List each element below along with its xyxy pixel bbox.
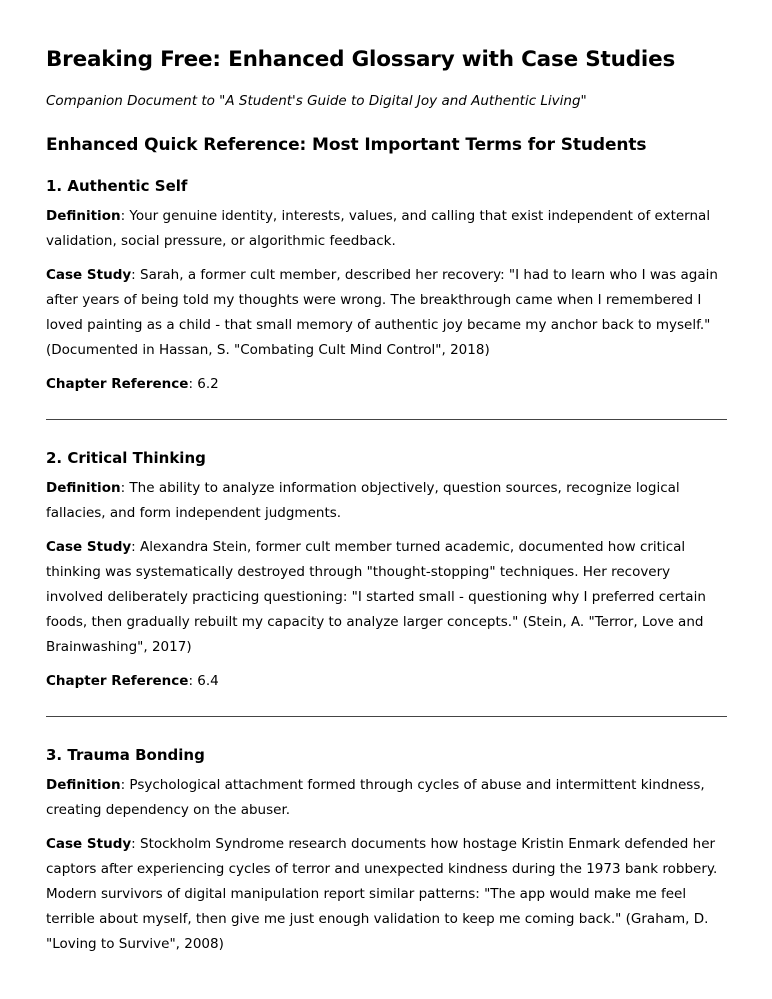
case-study-text: : Stockholm Syndrome research documents how hostage Kristin Enmark defended her captors after experiencing cycles of terror and unexpected kindness during the 1973 bank robbery. Modern survivors of digital manipulation report similar patterns: "The app would make me feel terrible about myself, then give me just enough validation to keep me coming back." (Graham, D. "Loving to Survive", 2008) — [46, 836, 718, 952]
term-heading: 3. Trauma Bonding — [46, 746, 205, 764]
chapter-reference-label: Chapter Reference — [46, 673, 189, 689]
divider — [46, 716, 727, 717]
term-heading: 2. Critical Thinking — [46, 449, 206, 467]
chapter-reference-text: : 6.2 — [188, 376, 219, 392]
term-case-study — [46, 535, 727, 660]
case-study-label: Case Study — [46, 836, 132, 852]
glossary-term — [46, 744, 727, 957]
chapter-reference-text: : 6.4 — [188, 673, 219, 689]
definition-label: Definition — [46, 480, 121, 496]
glossary-term — [46, 175, 727, 420]
term-chapter-reference — [46, 372, 727, 397]
case-study-text: : Sarah, a former cult member, described her recovery: "I had to learn who I was again after years of being told my thoughts were wrong. The breakthrough came when I remembered I loved painting as a child - that small memory of authentic joy became my anchor back to myself." (Documented in Hassan, S. "Combating Cult Mind Control", 2018) — [46, 267, 718, 358]
section-heading: Enhanced Quick Reference: Most Important Terms for Students — [46, 135, 647, 155]
term-chapter-reference — [46, 669, 727, 694]
chapter-reference-label: Chapter Reference — [46, 376, 189, 392]
term-case-study — [46, 263, 727, 363]
definition-label: Definition — [46, 777, 121, 793]
case-study-text: : Alexandra Stein, former cult member turned academic, documented how critical thinking was systematically destroyed through "thought-stopping" techniques. Her recovery involved deliberately practicing questioning: "I started small - questioning why I preferred certain foods, then gradually rebuilt my capacity to analyze larger concepts." (Stein, A. "Terror, Love and Brainwashing", 2017) — [46, 539, 706, 655]
document-subtitle: Companion Document to "A Student's Guide to Digital Joy and Authentic Living" — [46, 93, 587, 109]
document-title: Breaking Free: Enhanced Glossary with Case Studies — [46, 47, 676, 72]
term-definition — [46, 773, 727, 823]
definition-label: Definition — [46, 208, 121, 224]
case-study-label: Case Study — [46, 267, 132, 283]
definition-text: : Your genuine identity, interests, values, and calling that exist independent of external validation, social pressure, or algorithmic feedback. — [46, 208, 711, 249]
case-study-label: Case Study — [46, 539, 132, 555]
term-heading: 1. Authentic Self — [46, 177, 188, 195]
term-definition — [46, 476, 727, 526]
definition-text: : Psychological attachment formed through cycles of abuse and intermittent kindness, creating dependency on the abuser. — [46, 777, 705, 818]
term-case-study — [46, 832, 727, 957]
glossary-term — [46, 447, 727, 717]
definition-text: : The ability to analyze information objectively, question sources, recognize logical fallacies, and form independent judgments. — [46, 480, 680, 521]
divider — [46, 419, 727, 420]
term-definition — [46, 204, 727, 254]
